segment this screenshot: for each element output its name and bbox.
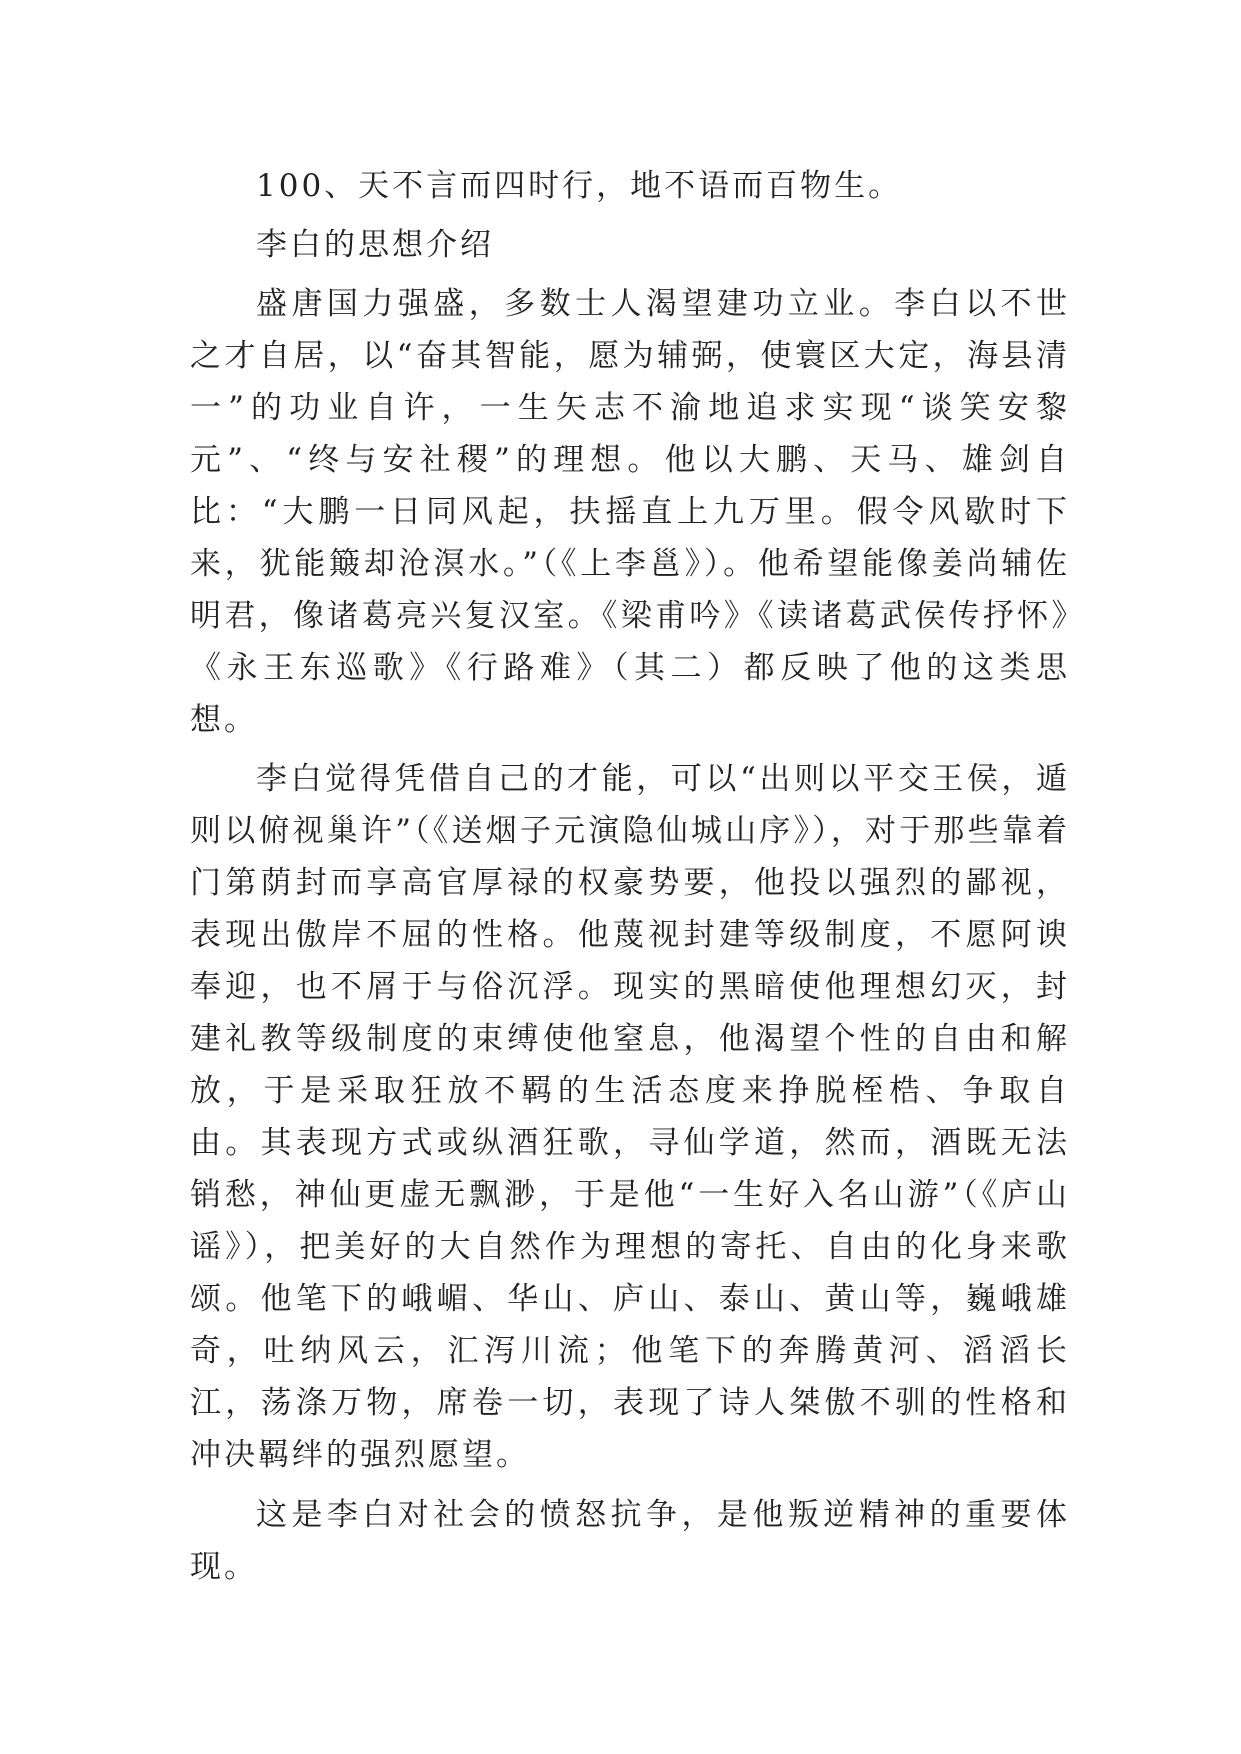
body-paragraph-2: 李白觉得凭借自己的才能，可以“出则以平交王侯，遁则以俯视巢许”（《送烟子元演隐仙城山序》），对于那些靠着门第荫封而享高官厚禄的权豪势要，他投以强烈的鄙视，表现出傲岸不屈的性格。他蔑视封建等级制度，不愿阿谀奉迎，也不屑于与俗沉浮。现实的黑暗使他理想幻灭，封建礼教等级制度的束缚使他窒息，他渴望个性的自由和解放，于是采取狂放不羁的生活态度来挣脱桎梏、争取自由。其表现方式或纵酒狂歌，寻仙学道，然而，酒既无法销愁，神仙更虚无飘渺，于是他“一生好入名山游”（《庐山谣》），把美好的大自然作为理想的寄托、自由的化身来歌颂。他笔下的峨嵋、华山、庐山、泰山、黄山等，巍峨雄奇，吐纳风云，汇泻川流；他笔下的奔腾黄河、滔滔长江，荡涤万物，席卷一切，表现了诗人桀傲不驯的性格和冲决羁绊的强烈愿望。 xyxy=(190,761,1070,1473)
document-page xyxy=(190,160,1070,1593)
body-paragraph-1: 盛唐国力强盛，多数士人渴望建功立业。李白以不世之才自居，以“奋其智能，愿为辅弼，使寰区大定，海县清一”的功业自许，一生矢志不渝地追求实现“谈笑安黎元”、“终与安社稷”的理想。他以大鹏、天马、雄剑自比：“大鹏一日同风起，扶摇直上九万里。假令风歇时下来，犹能簸却沧溟水。”（《上李邕》）。他希望能像姜尚辅佐明君，像诸葛亮兴复汉室。《梁甫吟》《读诸葛武侯传抒怀》《永王东巡歌》《行路难》（其二）都反映了他的这类思想。 xyxy=(190,286,1070,738)
section-heading: 李白的思想介绍 xyxy=(256,227,494,263)
numbered-quote-line: 100、天不言而四时行，地不语而百物生。 xyxy=(256,168,903,204)
body-paragraph-3: 这是李白对社会的愤怒抗争，是他叛逆精神的重要体现。 xyxy=(190,1497,1070,1585)
